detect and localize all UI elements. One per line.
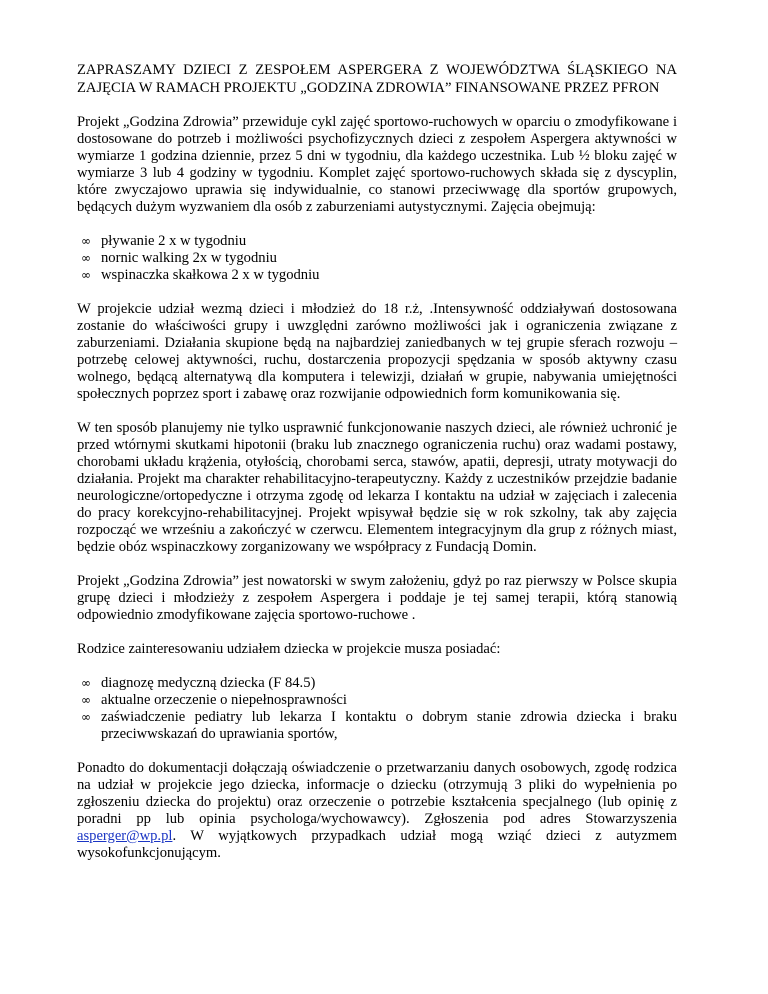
list-item	[77, 250, 677, 267]
activity-text: pływanie 2 x w tygodniu	[101, 233, 247, 249]
activities-list	[77, 233, 677, 284]
infinity-bullet-icon: ∞	[81, 268, 91, 282]
intro-paragraph: Projekt „Godzina Zdrowia” przewiduje cykl zajęć sportowo-ruchowych w oparciu o zmodyfikowane i dostosowane do potrzeb i możliwości psychofizycznych dzieci z zespołem Aspergera aktywności w wymiarze 1 godzina dziennie, przez 5 dni w tygodniu, dla każdego uczestnika. Lub ½ bloku zajęć w wymiarze 3 lub 4 godziny w tygodniu. Komplet zajęć sportowo-ruchowych składa się z dyscyplin, które zwyczajowo uprawia się indywidualnie, co stanowi przeciwwagę dla sportów grupowych, będących dużym wyzwaniem dla osób z zaburzeniami autystycznymi. Zajęcia obejmują:	[77, 114, 677, 215]
infinity-bullet-icon: ∞	[81, 676, 91, 690]
activity-text: nornic walking 2x w tygodniu	[101, 250, 277, 266]
infinity-bullet-icon: ∞	[81, 710, 91, 724]
list-item	[77, 692, 677, 709]
list-item	[77, 709, 677, 743]
list-item	[77, 675, 677, 692]
participants-paragraph: W projekcie udział wezmą dzieci i młodzież do 18 r.ż, .Intensywność oddziaływań dostosowana zostanie do właściwości grupy i uwzględni zarówno możliwości jak i ograniczenia związane z zaburzeniami. Działania skupione będą na najbardziej zaniedbanych w tej grupie sferach rozwoju – potrzebę celowej aktywności, ruchu, dostarczenia propozycji spędzania w sposób aktywny czasu wolnego, będącą alternatywą dla komputera i telewizji, działań w grupie, nabywania umiejętności społecznych poprzez sport i zabawę oraz rozwijanie odpowiednich form komunikowania się.	[77, 301, 677, 402]
list-item	[77, 233, 677, 250]
email-link[interactable]: asperger@wp.pl	[77, 828, 173, 844]
requirement-text: aktualne orzeczenie o niepełnosprawności	[101, 692, 347, 708]
activity-text: wspinaczka skałkowa 2 x w tygodniu	[101, 267, 320, 283]
infinity-bullet-icon: ∞	[81, 251, 91, 265]
infinity-bullet-icon: ∞	[81, 234, 91, 248]
requirement-text: zaświadczenie pediatry lub lekarza I kontaktu o dobrym stanie zdrowia dziecka i braku przeciwwskazań do uprawiania sportów,	[101, 709, 677, 742]
closing-text: Ponadto do dokumentacji dołączają oświadczenie o przetwarzaniu danych osobowych, zgodę rodzica na udział w projekcie jego dziecka, informacje o dziecku (otrzymują 3 pliki do wypełnienia po zgłoszeniu dziecka do projektu) oraz orzeczenie o potrzebie kształcenia specjalnego (lub opinię z poradni pp lub opinia psychologa/wychowawcy). Zgłoszenia pod adres Stowarzyszenia	[77, 760, 677, 827]
infinity-bullet-icon: ∞	[81, 693, 91, 707]
requirement-text: diagnozę medyczną dziecka (F 84.5)	[101, 675, 316, 691]
list-item	[77, 267, 677, 284]
closing-paragraph	[77, 760, 677, 862]
closing-text-end: . W wyjątkowych przypadkach udział mogą wziąć dzieci z autyzmem wysokofunkcjonującym.	[77, 828, 677, 861]
requirements-intro: Rodzice zainteresowaniu udziałem dziecka w projekcie musza posiadać:	[77, 641, 501, 657]
document-title: ZAPRASZAMY DZIECI Z ZESPOŁEM ASPERGERA Z WOJEWÓDZTWA ŚLĄSKIEGO NA ZAJĘCIA W RAMACH PROJEKTU „GODZINA ZDROWIA” FINANSOWANE PRZEZ PFRON	[77, 62, 677, 96]
requirements-list	[77, 675, 677, 743]
goals-paragraph: W ten sposób planujemy nie tylko usprawnić funkcjonowanie naszych dzieci, ale również uchronić je przed wtórnymi skutkami hipotonii (braku lub znacznego ograniczenia ruchu) oraz wadami postawy, chorobami układu krążenia, otyłością, chorobami serca, stawów, apatii, depresji, utraty motywacji do działania. Projekt ma charakter rehabilitacyjno-terapeutyczny. Każdy z uczestników przejdzie badanie neurologiczne/ortopedyczne i otrzyma zgodę od lekarza I kontaktu na udział w zajęciach i zalecenia do pracy korekcyjno-rehabilitacyjnej. Projekt wpisywał będzie się w rok szkolny, tak aby zajęcia rozpocząć we wrześniu a zakończyć w czerwcu. Elementem integracyjnym dla grup z różnych miast, będzie obóz wspinaczkowy zorganizowany we współpracy z Fundacją Domin.	[77, 420, 677, 555]
innovation-paragraph: Projekt „Godzina Zdrowia” jest nowatorski w swym założeniu, gdyż po raz pierwszy w Polsce skupia grupę dzieci i młodzieży z zespołem Aspergera i poddaje je tej samej terapii, którą stanowią odpowiednio zmodyfikowane zajęcia sportowo-ruchowe .	[77, 573, 677, 623]
